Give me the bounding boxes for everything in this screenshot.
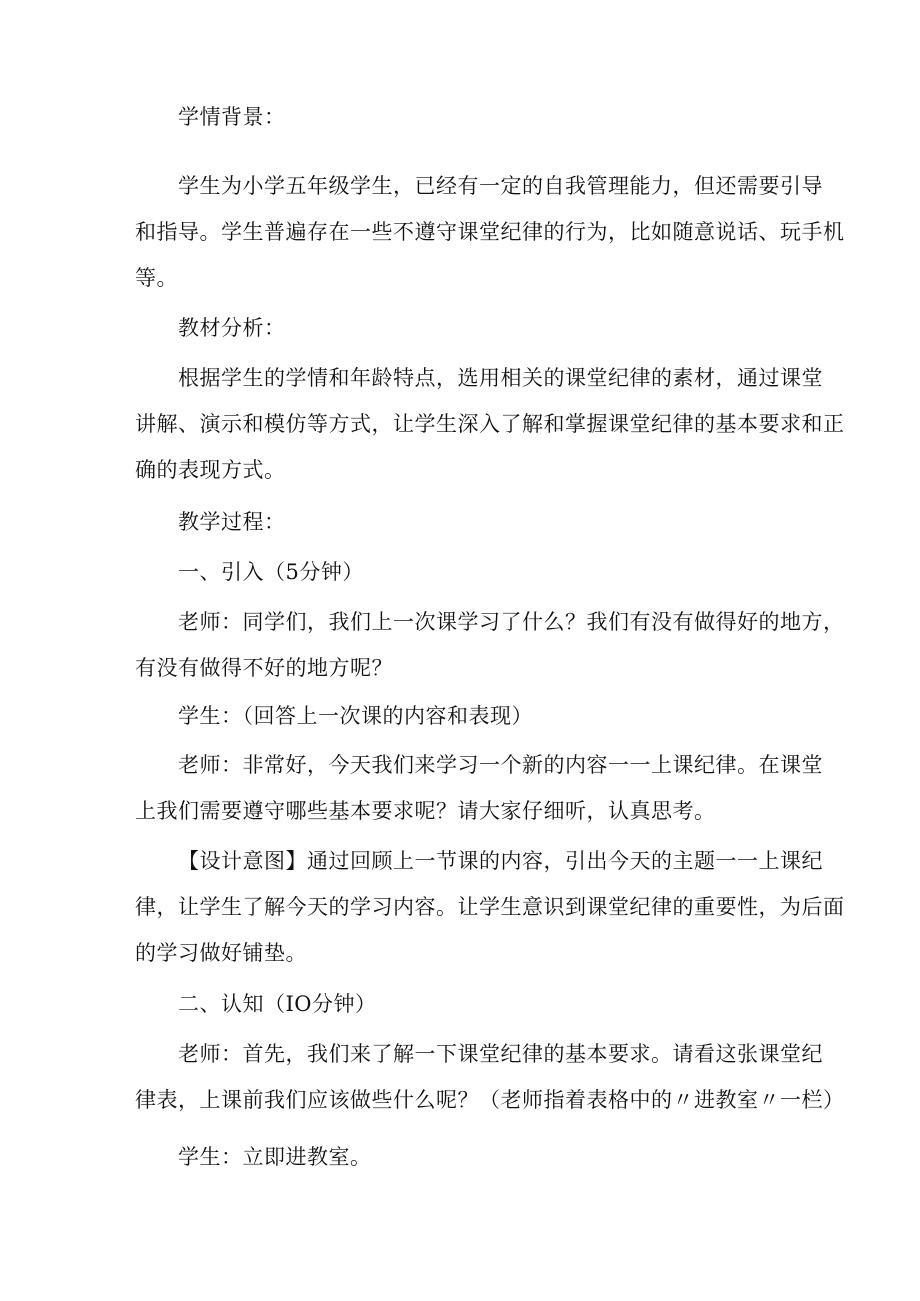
paragraph-line: 学生：（回答上一次课的内容和表现） xyxy=(178,704,533,728)
heading-text: 学情背景： xyxy=(178,105,286,129)
teacher-dialogue-2 xyxy=(135,742,823,834)
paragraph-line: 律，让学生了解今天的学习内容。让学生意识到课堂纪律的重要性，为后面 xyxy=(135,895,845,919)
heading-text: 二、认知（IO分钟） xyxy=(178,992,377,1016)
design-intent-paragraph xyxy=(135,838,845,976)
heading-text: 一、引入（5分钟） xyxy=(178,560,364,584)
paragraph-line: 老师：非常好，今天我们来学习一个新的内容一一上课纪律。在课堂 xyxy=(178,753,823,777)
teacher-dialogue-3 xyxy=(135,1031,845,1123)
material-heading xyxy=(135,305,815,351)
student-dialogue-1 xyxy=(135,693,815,739)
paragraph-line: 和指导。学生普遍存在一些不遵守课堂纪律的行为，比如随意说话、玩手机 xyxy=(135,220,845,244)
paragraph-line: 上我们需要遵守哪些基本要求呢？请大家仔细听，认真思考。 xyxy=(135,799,716,823)
paragraph-line: 学生为小学五年级学生，已经有一定的自我管理能力，但还需要引导 xyxy=(178,174,823,198)
section1-heading xyxy=(135,549,815,595)
heading-text: 教学过程： xyxy=(178,510,286,534)
background-paragraph xyxy=(135,163,845,301)
heading-text: 教材分析： xyxy=(178,316,286,340)
paragraph-line: 等。 xyxy=(135,266,178,290)
paragraph-line: 确的表现方式。 xyxy=(135,458,286,482)
paragraph-line: 老师：同学们，我们上一次课学习了什么？我们有没有做得好的地方， xyxy=(178,610,845,634)
paragraph-line: 【设计意图】通过回顾上一节课的内容，引出今天的主题一一上课纪 xyxy=(178,849,823,873)
student-dialogue-2 xyxy=(135,1134,815,1180)
paragraph-line: 的学习做好铺垫。 xyxy=(135,941,307,965)
paragraph-line: 律表，上课前我们应该做些什么呢？（老师指着表格中的〃进教室〃一栏） xyxy=(135,1088,845,1112)
paragraph-line: 根据学生的学情和年龄特点，选用相关的课堂纪律的素材，通过课堂 xyxy=(178,366,823,390)
paragraph-line: 学生：立即进教室。 xyxy=(178,1145,372,1169)
paragraph-line: 有没有做得不好的地方呢？ xyxy=(135,656,393,680)
paragraph-line: 讲解、演示和模仿等方式，让学生深入了解和掌握课堂纪律的基本要求和正 xyxy=(135,412,845,436)
section2-heading xyxy=(135,981,815,1027)
process-heading xyxy=(135,499,815,545)
teacher-dialogue-1 xyxy=(135,599,845,691)
material-paragraph xyxy=(135,355,845,493)
paragraph-line: 老师：首先，我们来了解一下课堂纪律的基本要求。请看这张课堂纪 xyxy=(178,1042,823,1066)
background-heading xyxy=(135,94,815,140)
